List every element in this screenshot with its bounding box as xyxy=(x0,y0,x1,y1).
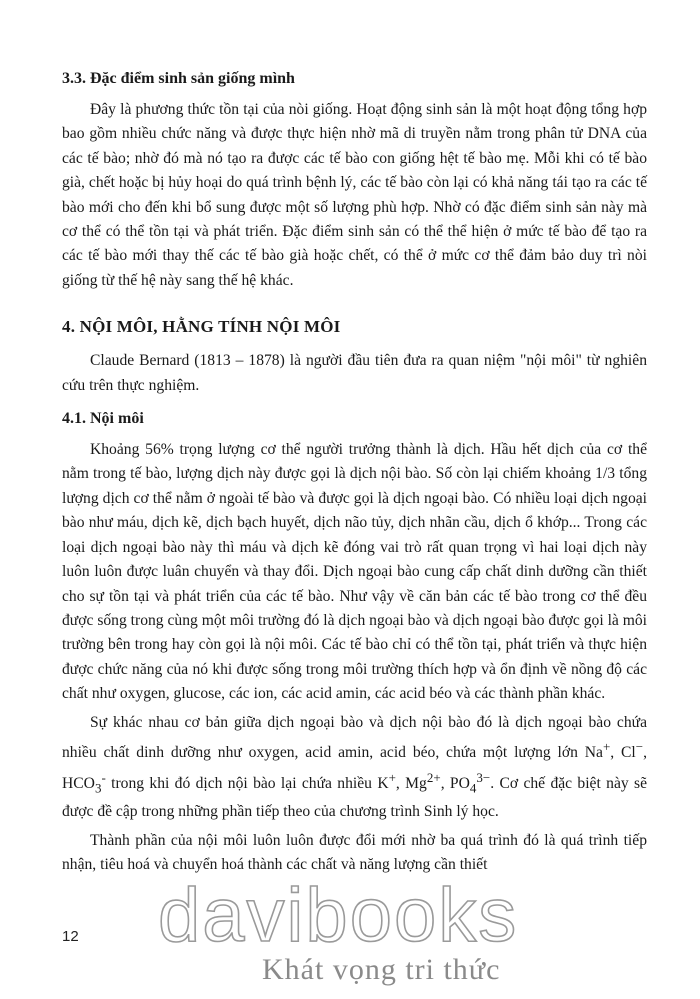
section-4-paragraph: Claude Bernard (1813 – 1878) là người đầu tiên đưa ra quan niệm "nội môi" từ nghiên cứu trên thực nghiệm. xyxy=(62,352,647,394)
section-4-1-paragraph-2: Sự khác nhau cơ bản giữa dịch ngoại bào và dịch nội bào đó là dịch ngoại bào chứa nhiều chất dinh dưỡng như oxygen, acid amin, acid béo, chứa một lượng lớn Na+, Cl−, $HCO_3^-$ trong khi đó dịch nội bào lại chứa nhiều K+, $Mg^{2+}$, $PO_4^{3-}$. Cơ chế đặc biệt này sẽ được đề cập trong những phần tiếp theo của chương trình Sinh lý học. xyxy=(62,713,648,821)
watermark-brand: davibooks xyxy=(158,873,519,958)
watermark-tagline: Khát vọng tri thức xyxy=(262,953,501,986)
section-4-1-paragraph-3: Thành phần của nội môi luôn luôn được đổi mới nhờ ba quá trình đó là quá trình tiếp nhận, tiêu hoá và chuyển hoá thành các chất và năng lượng cần thiết xyxy=(62,831,647,874)
section-3-3-heading: 3.3. Đặc điểm sinh sản giống mình xyxy=(62,70,295,87)
section-4-1-paragraph-1: Khoảng 56% trọng lượng cơ thể người trưởng thành là dịch. Hầu hết dịch của cơ thể nằm trong tế bào, lượng dịch này được gọi là dịch nội bào. Số còn lại chiếm khoảng 1/3 tổng lượng dịch cơ thể nằm ở ngoài tế bào và được gọi là dịch ngoại bào. Có nhiều loại dịch ngoại bào như máu, dịch kẽ, dịch bạch huyết, dịch não tủy, dịch nhãn cầu, dịch ổ khớp... Trong các loại dịch ngoại bào này thì máu và dịch kẽ đóng vai trò rất quan trọng vì hai loại dịch này luôn luôn được luân chuyển và thay đổi. Dịch ngoại bào cung cấp chất dinh dưỡng cần thiết cho sự tồn tại và phát triển của các tế bào. Như vậy về căn bản các tế bào trong cơ thể đều được sống trong cùng một môi trường đó là dịch ngoại bào và dịch ngoại bào được gọi là môi trường bên trong hay còn gọi là nội môi. Các tế bào chỉ có thể tồn tại, phát triển và thực hiện được chức năng của nó khi được sống trong môi trường thích hợp và ổn định về nồng độ các chất như oxygen, glucose, các ion, các acid amin, các acid béo và các thành phần khác. xyxy=(62,441,647,703)
section-4-1-heading: 4.1. Nội môi xyxy=(62,410,144,428)
section-4-heading: 4. NỘI MÔI, HẰNG TÍNH NỘI MÔI xyxy=(62,317,341,337)
page-number: 12 xyxy=(62,928,79,945)
page-content xyxy=(62,68,647,881)
section-3-3-paragraph: Đây là phương thức tồn tại của nòi giống. Hoạt động sinh sản là một hoạt động tổng hợp bao gồm nhiều chức năng và được thực hiện nhờ mã di truyền nằm trong phân tử DNA của các tế bào; nhờ đó mà nó tạo ra được các tế bào con giống hệt tế bào mẹ. Mỗi khi có tế bào già, chết hoặc bị hủy hoại do quá trình bệnh lý, các tế bào còn lại có khả năng tái tạo ra các tế bào mới cho đến khi bổ sung được một số lượng phù hợp. Nhờ có đặc điểm sinh sản này mà cơ thể có thể tồn tại và phát triển. Đặc điểm sinh sản có thể thể hiện ở mức tế bào để tạo ra các tế bào mới thay thế các tế bào già hoặc chết, có thể ở mức cơ thể đảm bảo duy trì nòi giống từ thế hệ này sang thế hệ khác. xyxy=(62,101,647,289)
